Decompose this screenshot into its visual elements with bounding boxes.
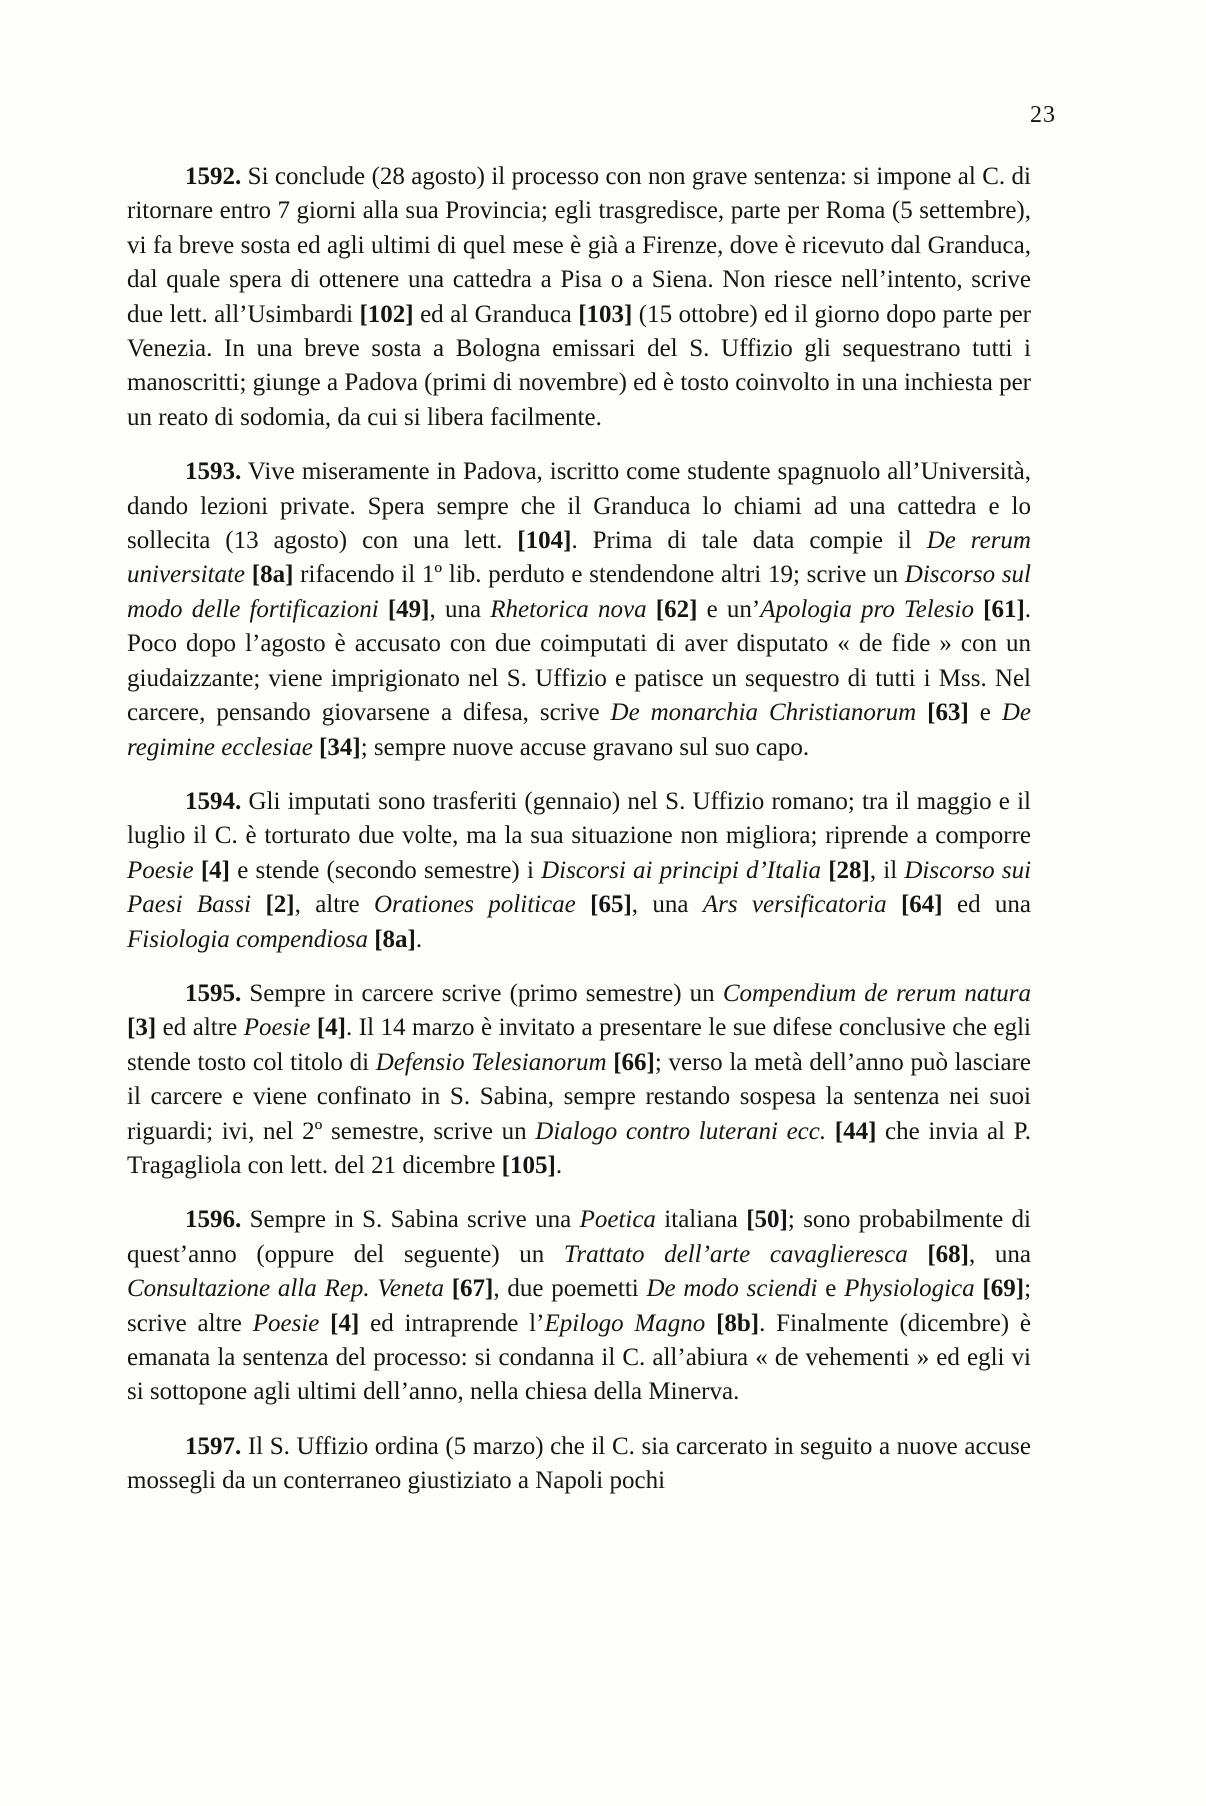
- reference-number: [8b]: [716, 1309, 760, 1337]
- reference-number: [50]: [746, 1206, 788, 1234]
- reference-number: [2]: [265, 891, 295, 919]
- text-run: (15 ottobre) ed il giorno dopo parte per Venezia. In una breve sosta a Bologna emissari del S. Uffizio gli sequestrano tutti i manoscritti; giunge a Padova (primi di novembre) ed è tosto coinvolto in una inchiesta per un reato di sodomia, da cui si libera facilmente.: [127, 300, 1031, 431]
- reference-number: [65]: [590, 891, 632, 919]
- reference-number: [64]: [900, 891, 943, 919]
- text-run: [974, 596, 983, 623]
- chronology-entry: [127, 977, 1031, 1183]
- reference-number: [104]: [517, 527, 572, 555]
- text-run: ed una: [942, 891, 1032, 919]
- text-run: . Finalmente (dicembre) è emanata la sentenza del processo: si condanna il C. all’abiura « de vehementi » ed egli vi si sottopone agli ultimi dell’anno, nella chiesa della Minerva.: [127, 1309, 1032, 1406]
- work-title: Discorso sul modo delle fortificazioni: [127, 561, 1031, 623]
- text-run: [194, 857, 201, 884]
- reference-number: [4]: [200, 856, 230, 884]
- text-run: [887, 891, 901, 918]
- entry-text: [127, 980, 1031, 1179]
- reference-number: [63]: [927, 699, 969, 727]
- text-run: Gli imputati sono trasferiti (gennaio) nel S. Uffizio romano; tra il maggio e il luglio il C. è torturato due volte, ma la sua situazione non migliora; riprende a comporre: [127, 787, 1031, 850]
- work-title: Rhetorica nova: [490, 595, 647, 623]
- work-title: Poesie: [243, 1014, 311, 1042]
- work-title: Epilogo Magno: [544, 1309, 706, 1337]
- entry-year: 1594.: [185, 787, 242, 815]
- work-title: Ars versificatoria: [702, 891, 887, 919]
- entry-year: 1596.: [185, 1206, 242, 1234]
- work-title: Poetica: [579, 1206, 656, 1234]
- chronology-text: [127, 160, 1031, 1519]
- work-title: Orationes politicae: [373, 891, 576, 919]
- chronology-entry: [127, 1430, 1031, 1499]
- entry-text: [127, 1433, 1031, 1494]
- reference-number: [62]: [655, 595, 698, 623]
- text-run: ed altre: [156, 1014, 244, 1042]
- entry-text: [127, 163, 1031, 431]
- text-run: italiana: [655, 1206, 747, 1234]
- text-run: [319, 1310, 330, 1337]
- entry-text: [127, 788, 1031, 953]
- entry-year: 1597.: [185, 1432, 242, 1460]
- text-run: , due poemetti: [493, 1275, 647, 1303]
- text-run: [245, 561, 252, 588]
- work-title: De rerum universitate: [127, 527, 1031, 589]
- entry-year: 1592.: [185, 163, 242, 190]
- reference-number: [4]: [316, 1014, 346, 1042]
- entry-text: [127, 1206, 1031, 1405]
- text-run: che invia al P. Tragagliola con lett. del 21 dicembre: [127, 1117, 1031, 1179]
- work-title: Consultazione alla Rep. Veneta: [127, 1275, 444, 1303]
- text-run: [705, 1310, 716, 1337]
- text-run: [444, 1275, 452, 1302]
- text-run: . Poco dopo l’agosto è accusato con due coimputati di aver disputato « de fide » con un giudaizzante; viene imprigionato nel S. Uffizio e patisce un sequestro di tutti i Mss. Nel carcere, pensando giovarsene a difesa, scrive: [127, 595, 1032, 727]
- reference-number: [8a]: [251, 561, 294, 589]
- reference-number: [8a]: [374, 925, 416, 953]
- text-run: rifacendo il 1º lib. perduto e stendendone altri 19; scrive un: [293, 561, 905, 589]
- text-run: Vive miseramente in Padova, iscritto come studente spagnuolo all’Università, dando lezioni private. Spera sempre che il Granduca lo chiami ad una cattedra e lo sollecita (13 agosto) con una lett.: [127, 458, 1031, 555]
- reference-number: [61]: [983, 595, 1025, 623]
- entry-year: 1595.: [185, 979, 242, 1007]
- work-title: De modo sciendi: [646, 1275, 818, 1303]
- text-run: ; sono probabilmente di quest’anno (oppure del seguente) un: [127, 1206, 1031, 1268]
- text-run: , il: [869, 856, 905, 884]
- text-run: [826, 1118, 835, 1145]
- page-number: 23: [1030, 102, 1056, 128]
- text-run: , una: [969, 1240, 1031, 1268]
- work-title: Poesie: [127, 856, 194, 884]
- work-title: De regimine ecclesiae: [127, 699, 1031, 761]
- work-title: Defensio Telesianorum: [375, 1048, 607, 1076]
- work-title: Poesie: [252, 1309, 320, 1337]
- text-run: ; sempre nuove accuse gravano sul suo capo.: [360, 733, 810, 761]
- text-run: .: [415, 925, 423, 953]
- work-title: Compendium de rerum natura: [722, 979, 1031, 1007]
- text-run: ed intraprende l’: [359, 1309, 545, 1337]
- text-run: , una: [429, 595, 491, 623]
- text-run: Sempre in S. Sabina scrive una: [241, 1206, 580, 1234]
- text-run: e un’: [697, 595, 761, 623]
- entry-text: [127, 458, 1031, 760]
- reference-number: [44]: [834, 1117, 877, 1145]
- reference-number: [34]: [319, 733, 361, 761]
- work-title: Apologia pro Telesio: [760, 595, 974, 623]
- text-run: e stende (secondo semestre) i: [230, 856, 542, 884]
- work-title: De monarchia Christianorum: [610, 699, 917, 727]
- reference-number: [67]: [451, 1275, 494, 1303]
- text-run: e: [817, 1275, 845, 1303]
- work-title: Trattato dell’arte cavaglieresca: [563, 1240, 908, 1268]
- text-run: ; verso la metà dell’anno può lasciare il carcere e viene confinato in S. Sabina, sempre restando sospesa la sentenza nei suoi riguardi; ivi, nel 2º semestre, scrive un: [127, 1048, 1032, 1145]
- text-run: [908, 1241, 928, 1268]
- work-title: Dialogo contro luterani ecc.: [535, 1117, 827, 1145]
- chronology-entry: [127, 455, 1031, 765]
- text-run: Sempre in carcere scrive (primo semestre) un: [241, 979, 723, 1007]
- text-run: .: [555, 1151, 563, 1179]
- text-run: , altre: [294, 891, 374, 919]
- text-run: [916, 699, 927, 726]
- text-run: . Prima di tale data compie il: [571, 527, 927, 555]
- reference-number: [66]: [613, 1048, 655, 1076]
- work-title: Discorsi ai principi d’Italia: [541, 856, 821, 884]
- work-title: Fisiologia compendiosa: [127, 925, 368, 953]
- text-run: ; scrive altre: [127, 1275, 1032, 1337]
- reference-number: [103]: [578, 300, 633, 328]
- text-run: [647, 596, 656, 623]
- text-run: [251, 891, 265, 918]
- reference-number: [49]: [387, 595, 430, 623]
- reference-number: [105]: [501, 1151, 556, 1179]
- chronology-entry: [127, 785, 1031, 957]
- entry-year: 1593.: [185, 458, 242, 486]
- text-run: Si conclude (28 agosto) il processo con non grave sentenza: si impone al C. di ritornare entro 7 giorni alla sua Provincia; egli trasgredisce, parte per Roma (5 settembre), vi fa breve sosta ed agli ultimi di quel mese è già a Firenze, dove è ricevuto dal Granduca, dal quale spera di ottenere una cattedra a Pisa o a Siena. Non riesce nell’intento, scrive due lett. all’Usimbardi: [127, 163, 1031, 328]
- text-run: [576, 891, 590, 918]
- text-run: ed al Granduca: [413, 300, 579, 328]
- reference-number: [69]: [982, 1275, 1025, 1303]
- text-run: [379, 596, 388, 623]
- reference-number: [28]: [828, 856, 870, 884]
- work-title: Discorso sui Paesi Bassi: [127, 856, 1032, 919]
- reference-number: [102]: [359, 300, 414, 328]
- chronology-entry: [127, 160, 1031, 435]
- reference-number: [68]: [927, 1240, 970, 1268]
- chronology-entry: [127, 1203, 1031, 1409]
- text-run: Il S. Uffizio ordina (5 marzo) che il C. sia carcerato in seguito a nuove accuse mossegli da un conterraneo giustiziato a Napoli pochi: [127, 1432, 1031, 1495]
- reference-number: [4]: [330, 1309, 360, 1337]
- work-title: Physiologica: [844, 1275, 975, 1303]
- text-run: , una: [631, 891, 703, 919]
- text-run: e: [968, 699, 1002, 727]
- reference-number: [3]: [127, 1014, 157, 1042]
- text-run: . Il 14 marzo è invitato a presentare le sue difese conclusive che egli stende tosto col titolo di: [127, 1014, 1031, 1076]
